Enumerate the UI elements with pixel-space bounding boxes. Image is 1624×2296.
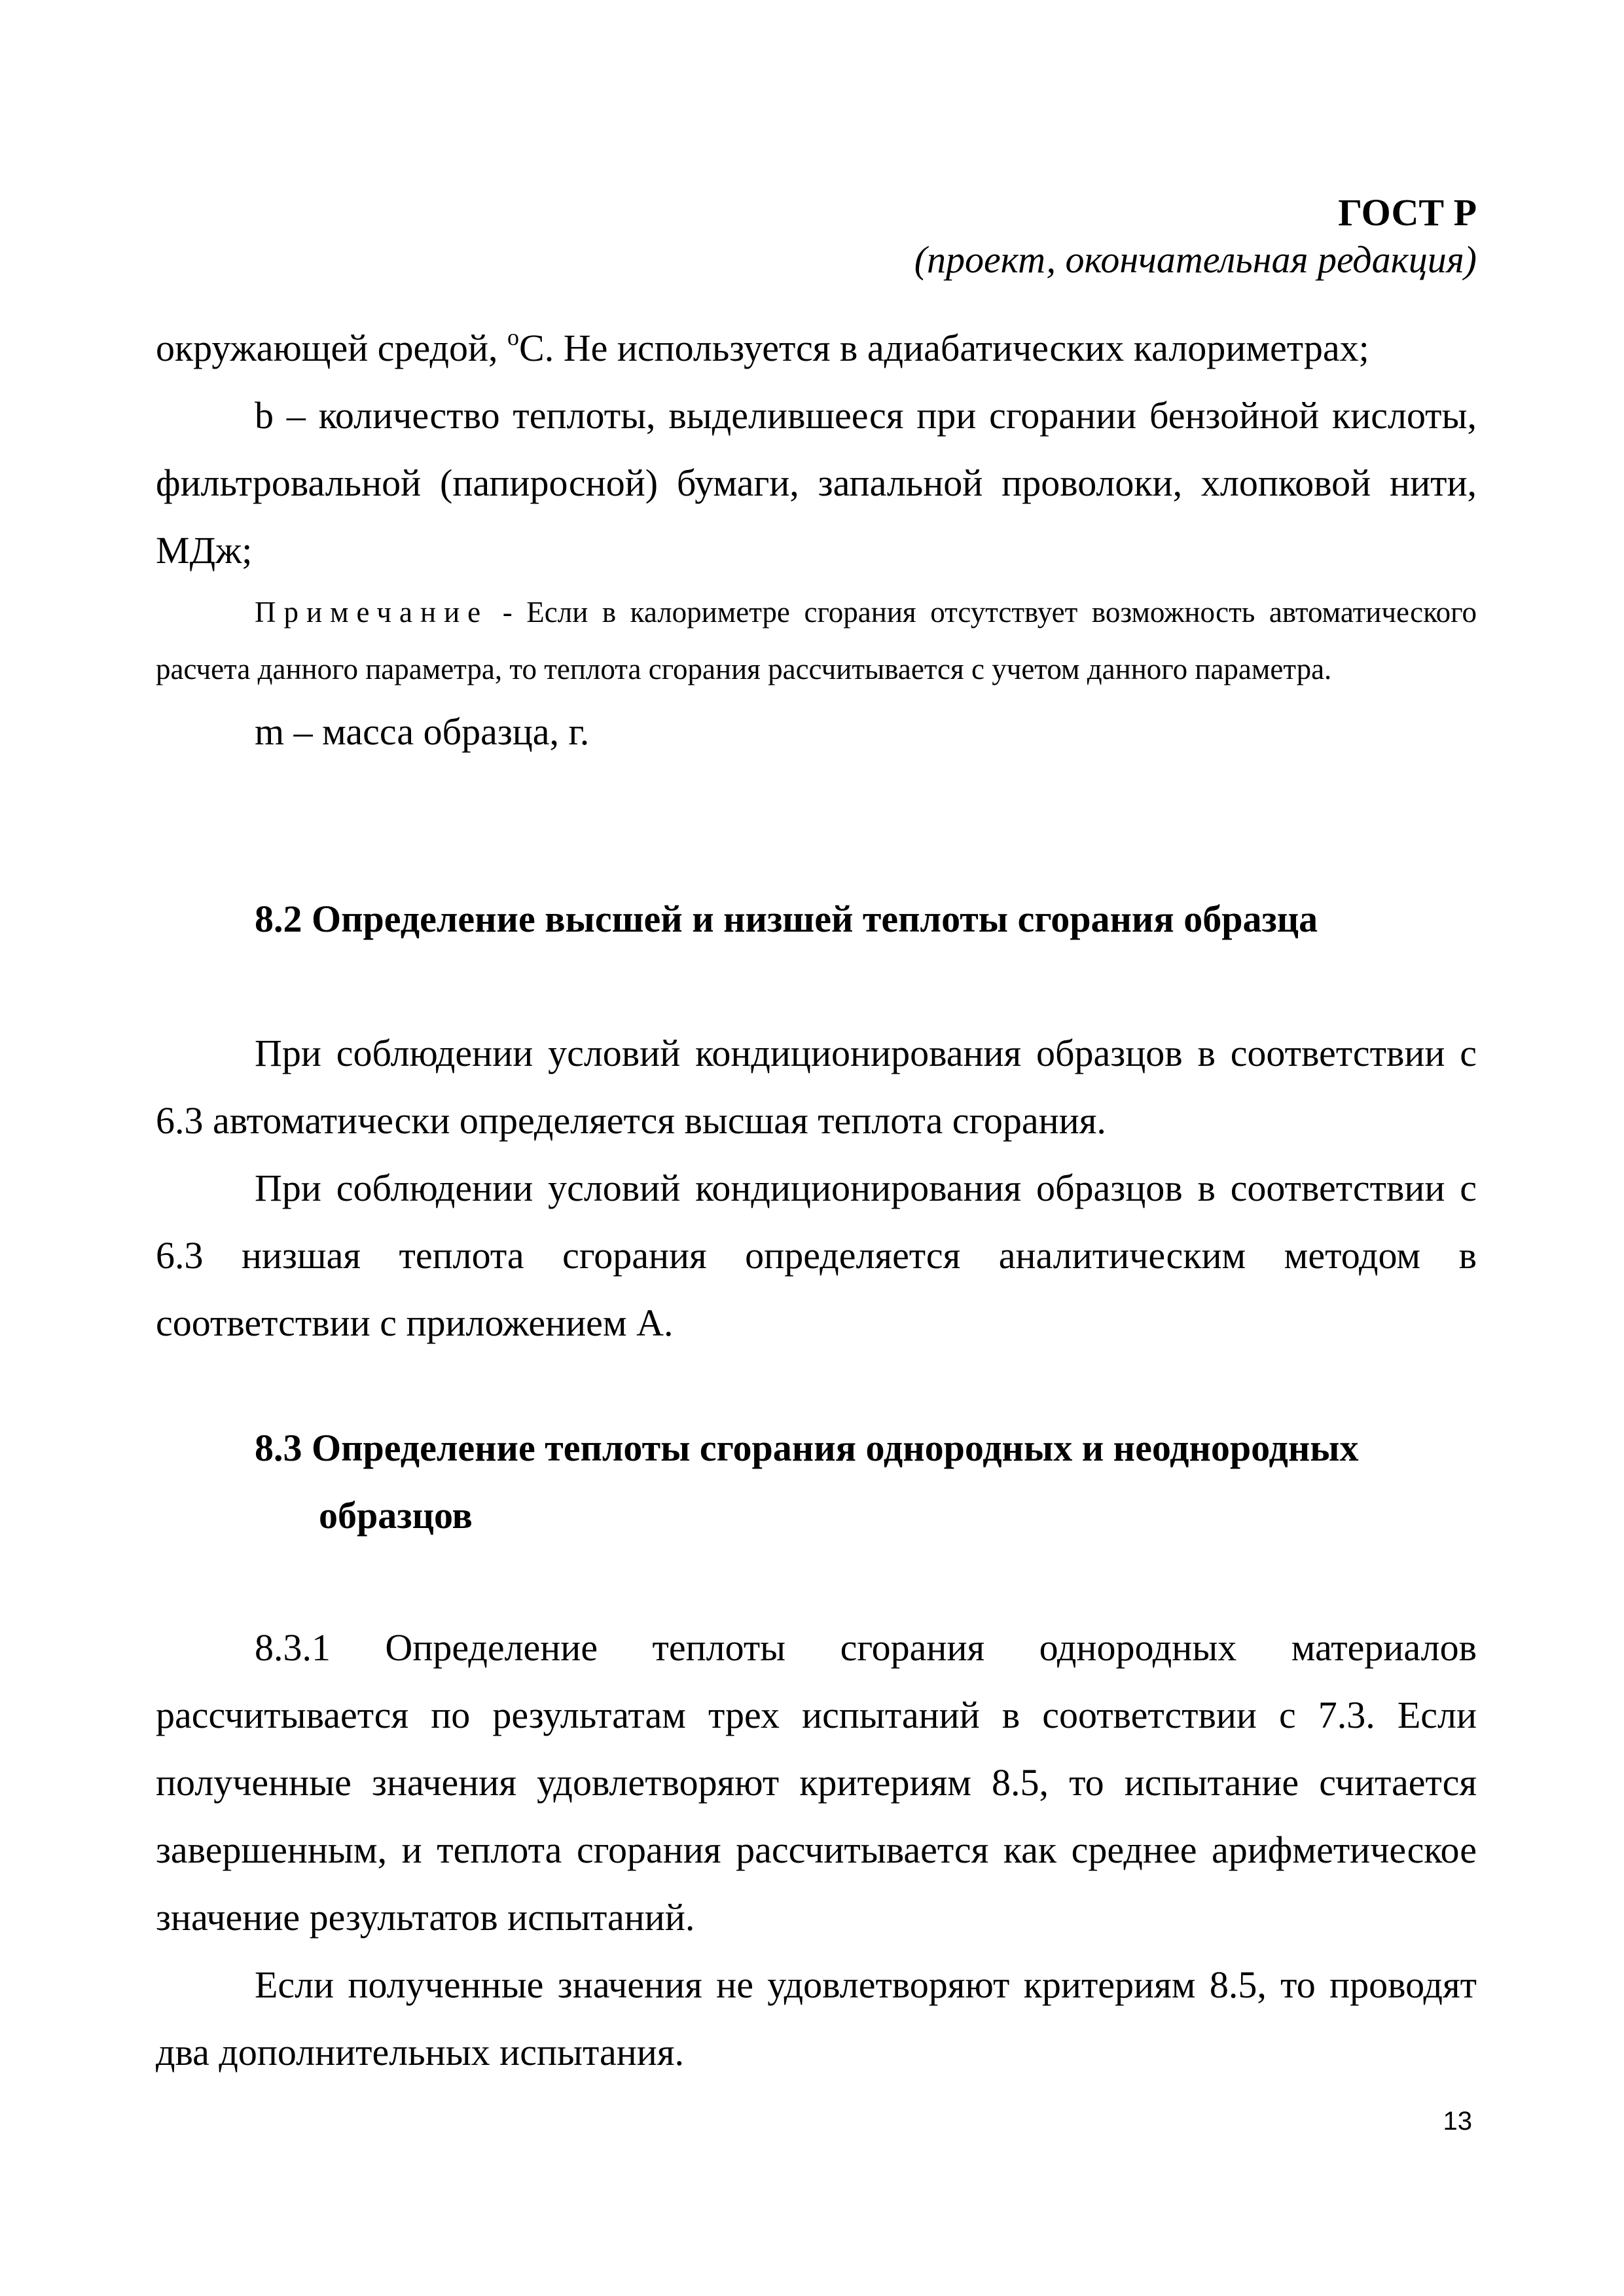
paragraph-environment-text: окружающей средой, xyxy=(156,327,508,369)
standard-title: ГОСТ Р xyxy=(1338,191,1477,234)
page-number: 13 xyxy=(1443,2107,1472,2136)
paragraph-environment xyxy=(156,314,1477,382)
section-heading-8-2: 8.2 Определение высшей и низшей теплоты сгорания образца xyxy=(255,898,1318,940)
section-heading-8-3-cont: образцов xyxy=(319,1494,473,1537)
paragraph-8-3-additional: Если полученные значения не удовлетворяют критериям 8.5, то проводят два дополнительных испытания. xyxy=(156,1963,1477,2073)
paragraph-environment-text-end: С. Не используется в адиабатических калориметрах; xyxy=(519,327,1369,369)
paragraph-8-2-lower: При соблюдении условий кондиционирования образцов в соответствии с 6.3 низшая теплота сгорания определяется аналитическим методом в соответствии с приложением А. xyxy=(156,1167,1477,1344)
note-paragraph xyxy=(156,584,1477,698)
degree-symbol: o xyxy=(507,324,520,350)
paragraph-definition-m: m – масса образца, г. xyxy=(255,710,590,753)
paragraph-8-3-1: 8.3.1 Определение теплоты сгорания однородных материалов рассчитывается по результатам трех испытаний в соответствии с 7.3. Если полученные значения удовлетворяют критериям 8.5, то испытание считается завершенным, и теплота сгорания рассчитывается как среднее арифметическое значение результатов испытаний. xyxy=(156,1626,1477,1939)
section-heading-8-3: 8.3 Определение теплоты сгорания однородных и неоднородных xyxy=(255,1427,1359,1469)
section-8-3-body xyxy=(156,1614,1477,2086)
note-text: - Если в калориметре сгорания отсутствует возможность автоматического расчета данного параметра, то теплота сгорания рассчитывается с учетом данного параметра. xyxy=(156,596,1477,685)
definitions-block xyxy=(156,314,1477,765)
edition-note: (проект, окончательная редакция) xyxy=(914,238,1477,281)
section-8-2-body xyxy=(156,1019,1477,1357)
paragraph-8-2-higher: При соблюдении условий кондиционирования образцов в соответствии с 6.3 автоматически определяется высшая теплота сгорания. xyxy=(156,1032,1477,1142)
paragraph-definition-b: b – количество теплоты, выделившееся при сгорании бензойной кислоты, фильтровальной (папиросной) бумаги, запальной проволоки, хлопковой нити, МДж; xyxy=(156,394,1477,572)
note-label: Примечание xyxy=(255,596,489,629)
